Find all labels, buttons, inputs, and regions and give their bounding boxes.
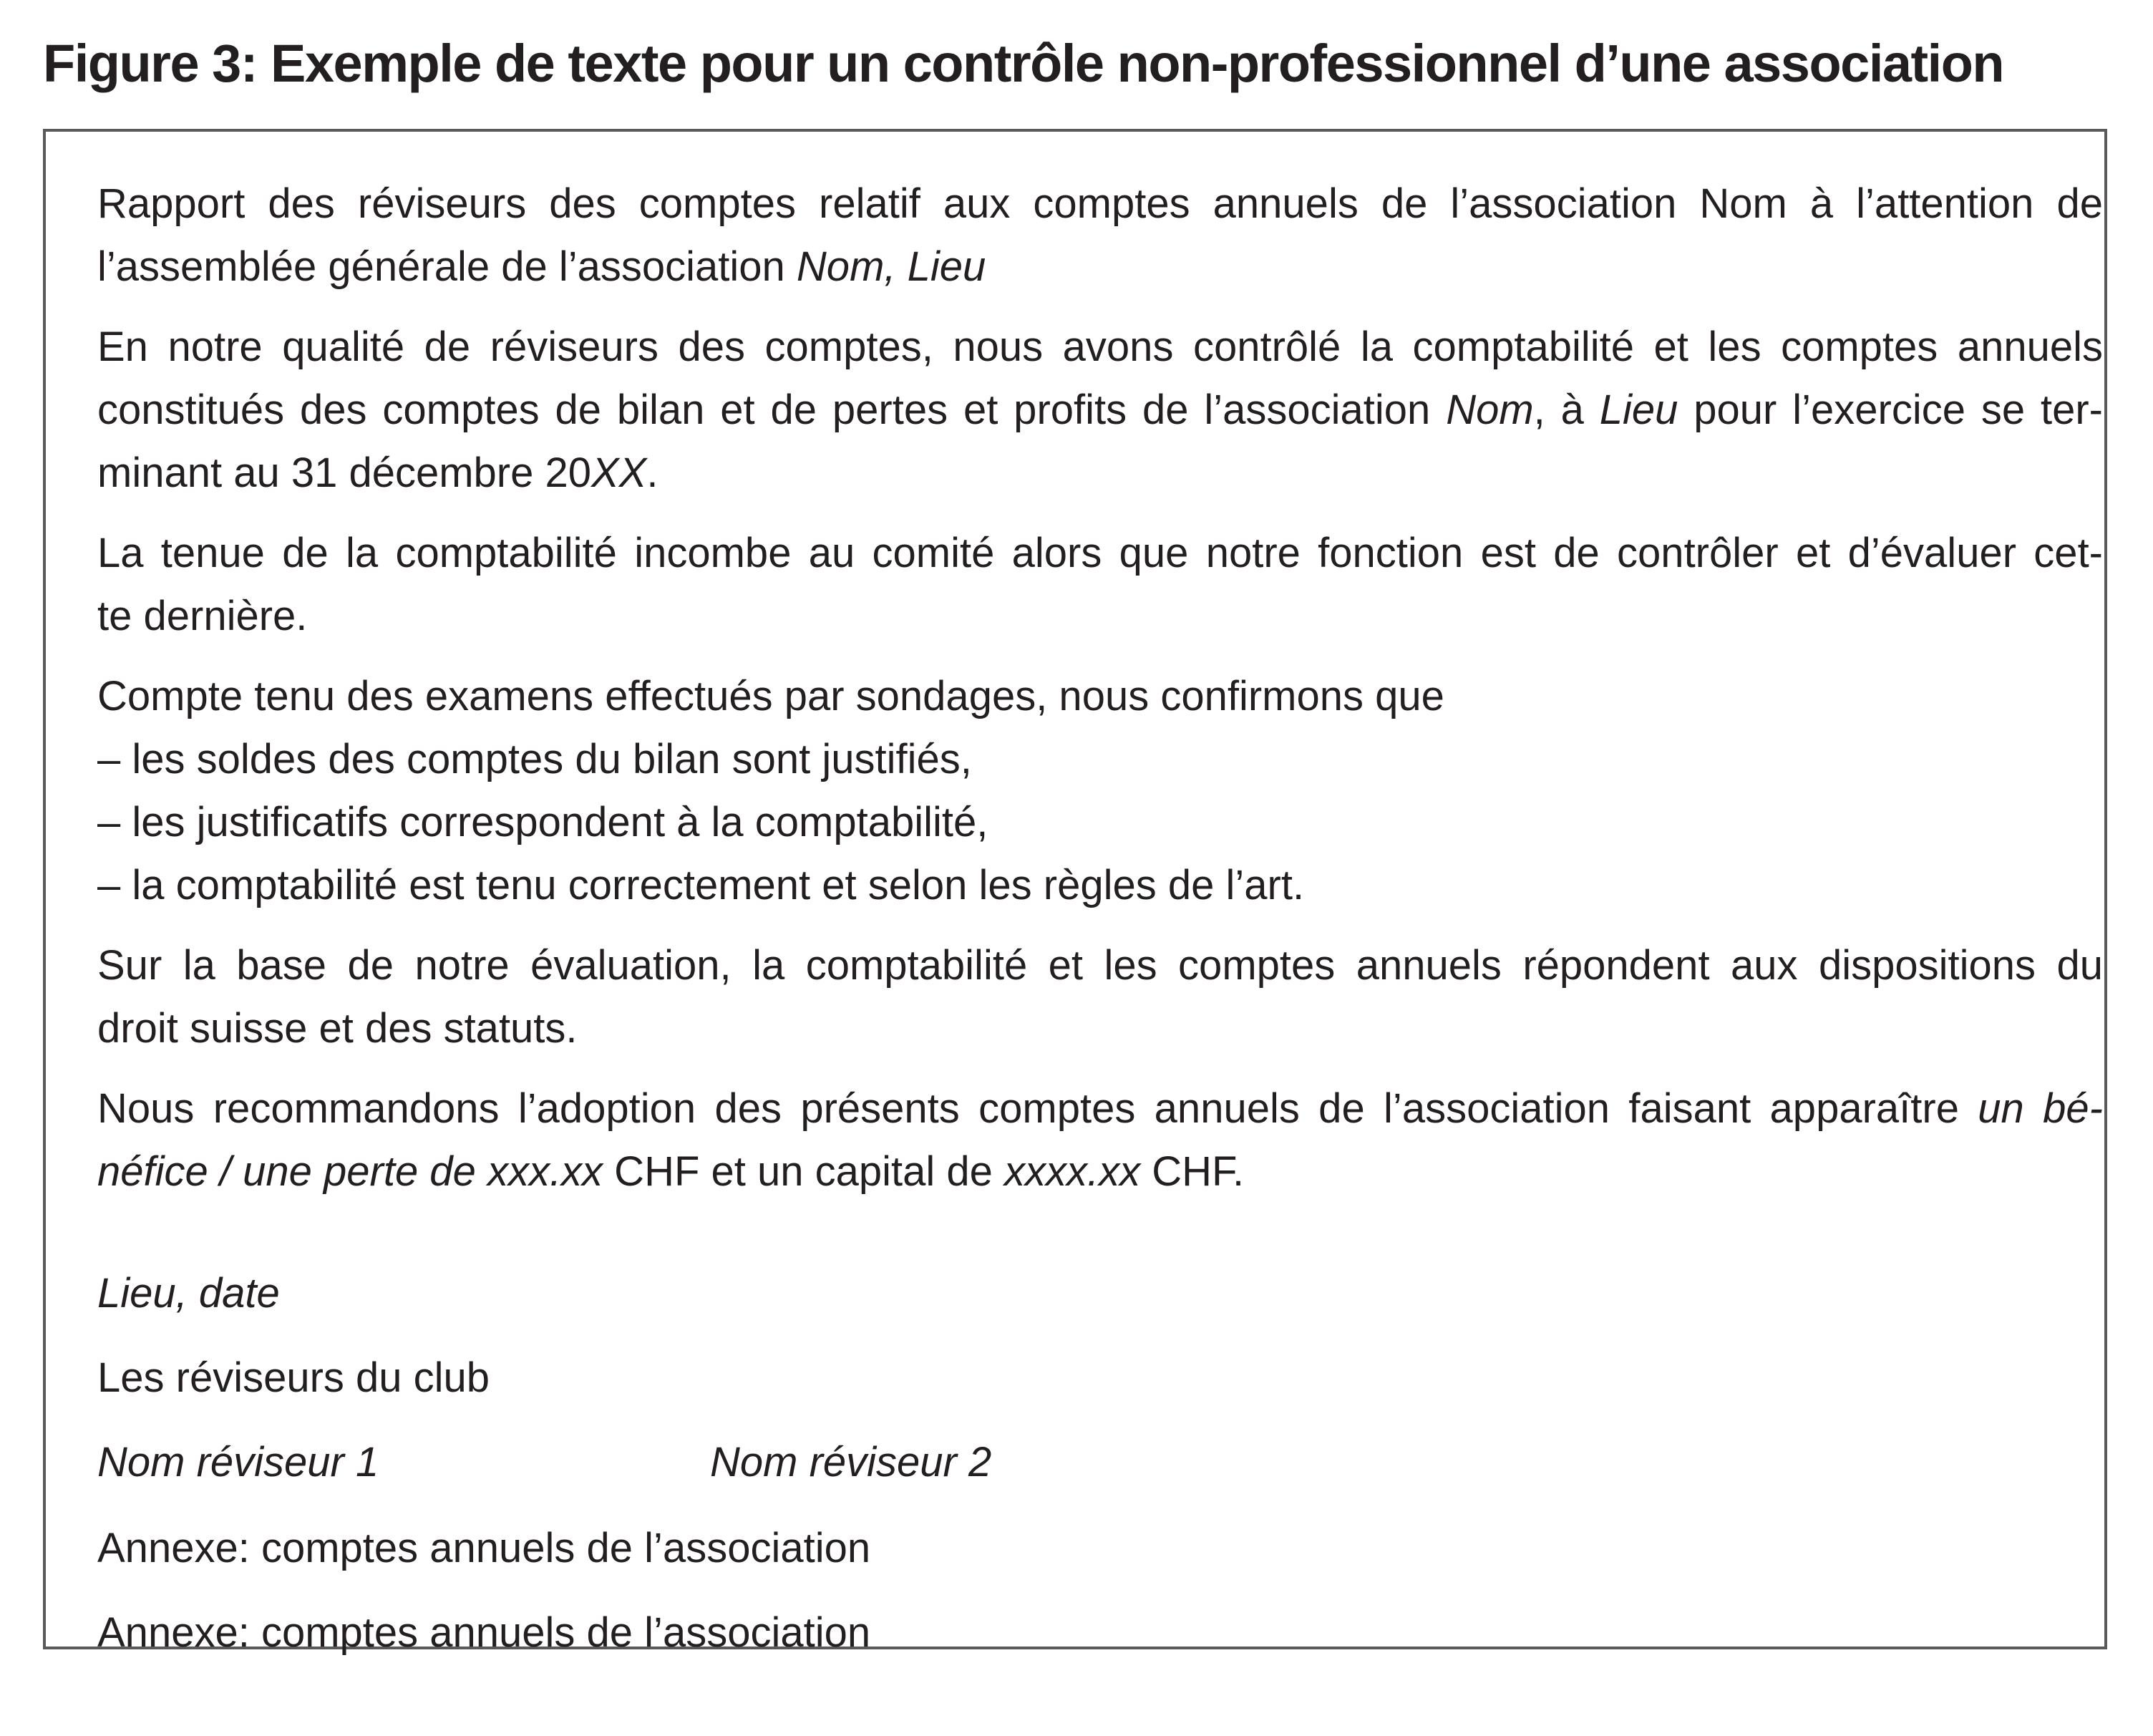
scope-text-a: constitués des comptes de bilan et de pertes et profits de l’association: [97, 387, 1447, 433]
report-box: [43, 129, 2107, 1656]
findings-item-1: – les soldes des comptes du bilan sont justifiés,: [97, 736, 972, 782]
auditor-1-name: Nom réviseur 1: [97, 1439, 379, 1485]
recommendation-text-a: Nous recommandons l’adoption des présents comptes annuels de l’association faisant apparaître: [97, 1085, 1978, 1132]
findings-item-3: – la comptabilité est tenu correctement et selon les règles de l’art.: [97, 862, 1305, 908]
findings-item-2: – les justificatifs correspondent à la comptabilité,: [97, 799, 988, 845]
recommendation-line-2: [97, 1148, 1245, 1195]
recommendation-text-d: CHF.: [1140, 1148, 1245, 1195]
findings-intro: Compte tenu des examens effectués par sondages, nous confirmons que: [97, 673, 1444, 719]
responsibility-line-1: La tenue de la comptabilité incombe au comité alors que notre fonction est de contrôler et d’évaluer cet-: [97, 530, 2103, 576]
association-place-placeholder: Lieu: [1599, 387, 1678, 433]
capital-amount-placeholder: xxxx.xx: [1004, 1148, 1141, 1195]
scope-period: .: [646, 450, 658, 496]
result-amount-placeholder: néfice / une perte de xxx.xx: [97, 1148, 603, 1195]
year-placeholder: XX: [591, 450, 647, 496]
recommendation-line-1: [97, 1085, 2103, 1132]
recommendation-text-b: CHF et un capital de: [603, 1148, 1005, 1195]
heading-recipient-text: l’assemblée générale de l’association: [97, 243, 797, 290]
annex-2: Annexe: comptes annuels de l’association: [97, 1609, 871, 1656]
scope-text-c: pour l’exercice se ter-: [1678, 387, 2103, 433]
annex-1: Annexe: comptes annuels de l’association: [97, 1525, 871, 1571]
responsibility-line-2: te dernière.: [97, 593, 308, 639]
report-heading-line-2: [97, 243, 986, 290]
report-heading-line-1: Rapport des réviseurs des comptes relatif aux comptes annuels de l’association Nom à l’attention de: [97, 180, 2103, 227]
conclusion-line-1: Sur la base de notre évaluation, la comptabilité et les comptes annuels répondent aux dispositions du: [97, 942, 2103, 989]
heading-association-placeholder: Nom, Lieu: [796, 243, 986, 290]
signatories-label: Les réviseurs du club: [97, 1354, 490, 1401]
scope-text-b: , à: [1533, 387, 1600, 433]
auditor-2-name: Nom réviseur 2: [710, 1439, 992, 1485]
scope-line-1: En notre qualité de réviseurs des comptes, nous avons contrôlé la comptabilité et les comptes annuels: [97, 324, 2103, 370]
figure-title: Figure 3: Exemple de texte pour un contrôle non-professionnel d’une association: [43, 34, 2004, 93]
conclusion-line-2: droit suisse et des statuts.: [97, 1005, 578, 1052]
scope-line-3: [97, 452, 658, 494]
result-placeholder-start: un bé-: [1978, 1085, 2103, 1132]
place-date: Lieu, date: [97, 1270, 280, 1316]
scope-line-2: [97, 389, 2103, 431]
association-name-placeholder: Nom: [1446, 387, 1534, 433]
scope-date-text: minant au 31 décembre 20: [97, 450, 591, 496]
